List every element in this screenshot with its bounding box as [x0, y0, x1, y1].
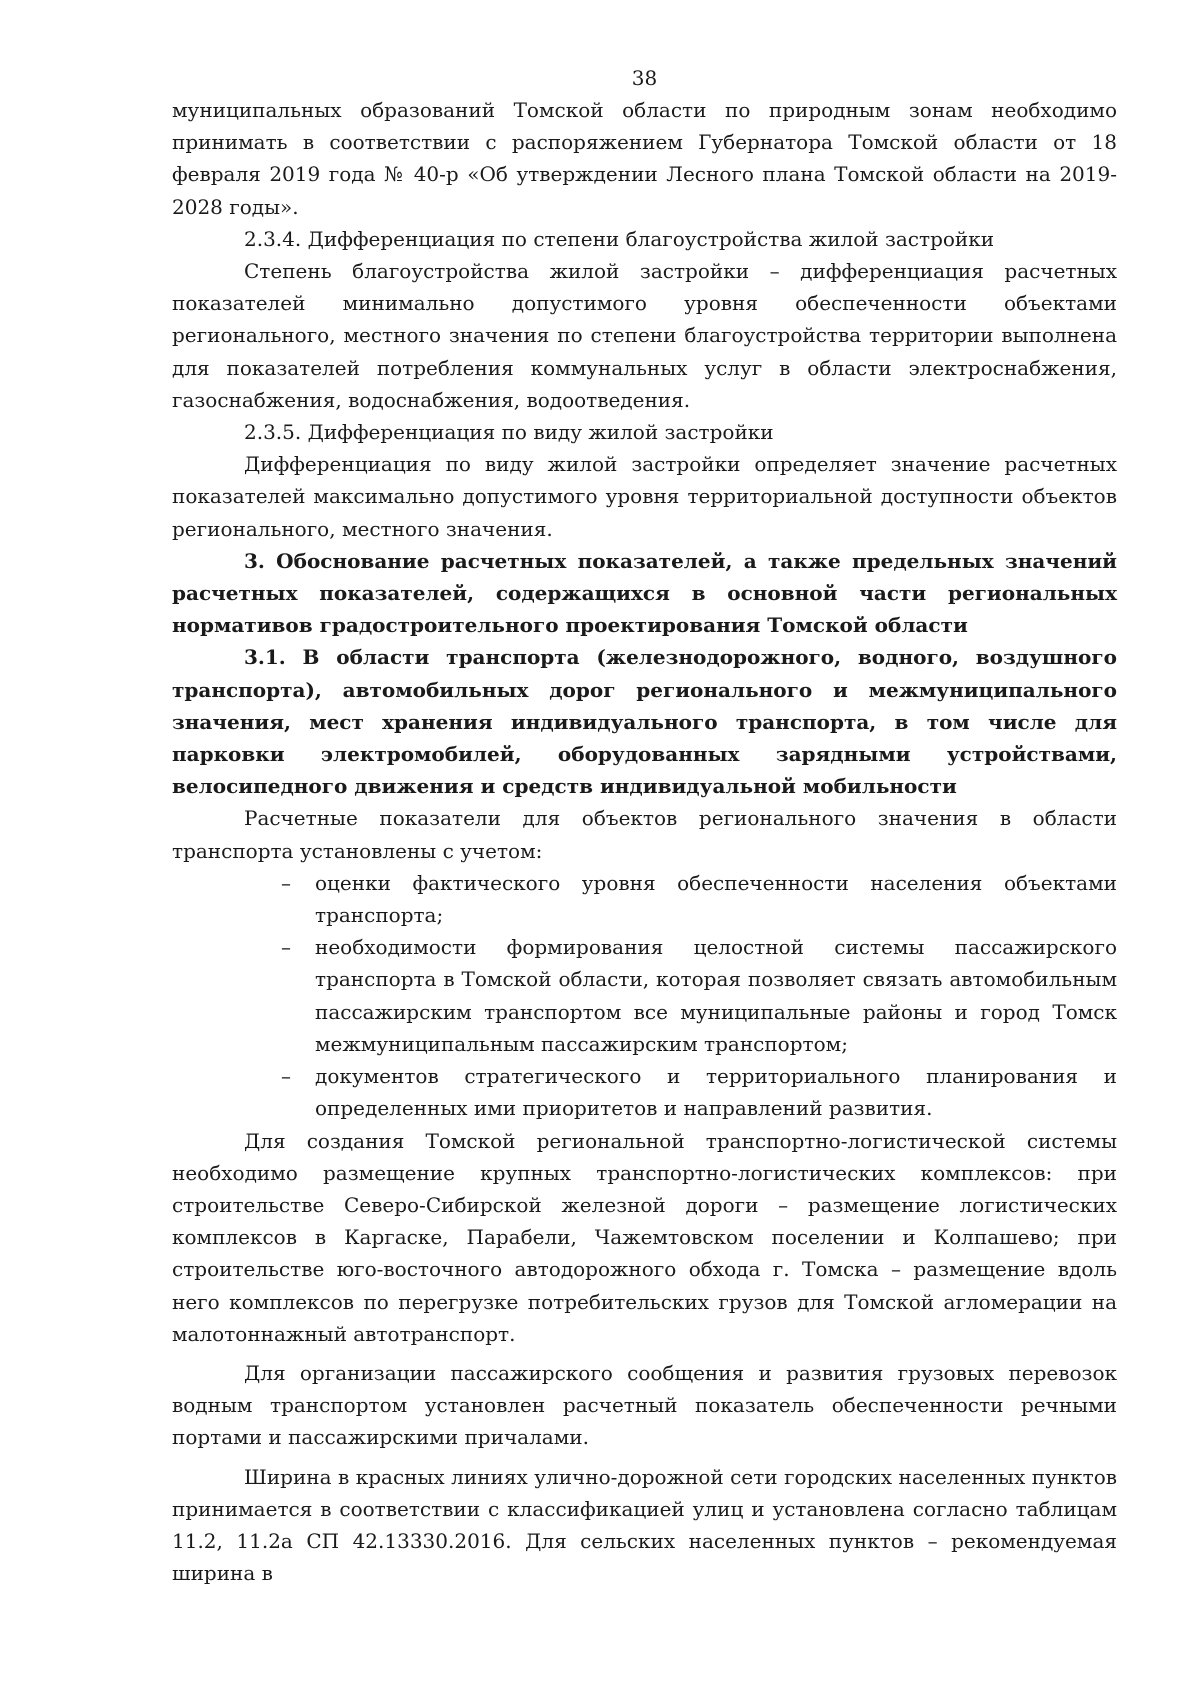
list-item-text: необходимости формирования целостной системы пассажирского транспорта в Томской области, которая позволяет связать автомобильным пассажирским транспортом все муниципальные районы и город Томск межмуниципальным пассажирским транспортом;: [315, 935, 1117, 1056]
paragraph-improvement-degree: Степень благоустройства жилой застройки – дифференциация расчетных показателей минимально допустимого уровня обеспеченности объектами регионального, местного значения по степени благоустройства территории выполнена для показателей потребления коммунальных услуг в области электроснабжения, газоснабжения, водоснабжения, водоотведения.: [172, 259, 1117, 412]
list-item: [172, 931, 1117, 1060]
list-item: [172, 1060, 1117, 1124]
list-dash: –: [281, 935, 291, 960]
page-number: 38: [631, 66, 658, 90]
paragraph-spacer: [172, 1454, 1117, 1461]
paragraph-building-type: Дифференциация по виду жилой застройки определяет значение расчетных показателей максимально допустимого уровня территориальной доступности объектов регионального, местного значения.: [172, 452, 1117, 541]
paragraph-water-transport: Для организации пассажирского сообщения и развития грузовых перевозок водным транспортом установлен расчетный показатель обеспеченности речными портами и пассажирскими причалами.: [172, 1360, 1117, 1450]
document-page: [172, 64, 1117, 1589]
list-dash: –: [281, 870, 291, 895]
paragraph-logistics-system: Для создания Томской региональной транспортно-логистической системы необходимо размещение крупных транспортно-логистических комплексов: при строительстве Северо-Сибирской железной дороги – размещение логистических комплексов в Каргаске, Парабели, Чажемтовском поселении и Колпашево; при строительстве юго-восточного автодорожного обхода г. Томска – размещение вдоль него комплексов по перегрузке потребительских грузов для Томской агломерации на малотоннажный автотранспорт.: [172, 1128, 1117, 1346]
subsection-heading-2-3-5: 2.3.5. Дифференциация по виду жилой застройки: [244, 420, 774, 445]
paragraph-forest-plan: муниципальных образований Томской области по природным зонам необходимо принимать в соответствии с распоряжением Губернатора Томской области от 18 февраля 2019 года № 40-р «Об утверждении Лесного плана Томской области на 2019-2028 годы».: [172, 98, 1117, 219]
list-item: [172, 867, 1117, 931]
list-item-text: оценки фактического уровня обеспеченности населения объектами транспорта;: [315, 870, 1117, 928]
considerations-list: [172, 867, 1117, 1125]
subsection-heading-2-3-4: 2.3.4. Дифференциация по степени благоустройства жилой застройки: [244, 226, 995, 251]
section-heading-3-1: 3.1. В области транспорта (железнодорожного, водного, воздушного транспорта), автомобильных дорог регионального и межмуниципального значения, мест хранения индивидуального транспорта, в том числе для парковки электромобилей, оборудованных зарядными устройствами, велосипедного движения и средств индивидуальной мобильности: [172, 645, 1117, 799]
paragraph-street-width: Ширина в красных линиях улично-дорожной сети городских населенных пунктов принимается в соответствии с классификацией улиц и установлена согласно таблицам 11.2, 11.2а СП 42.13330.2016. Для сельских населенных пунктов – рекомендуемая ширина в: [172, 1464, 1117, 1586]
list-item-text: документов стратегического и территориального планирования и определенных ими приоритетов и направлений развития.: [315, 1064, 1117, 1121]
section-heading-3: 3. Обоснование расчетных показателей, а также предельных значений расчетных показателей, содержащихся в основной части региональных нормативов градостроительного проектирования Томской области: [172, 548, 1117, 638]
paragraph-spacer: [172, 1350, 1117, 1357]
paragraph-indicators-intro: Расчетные показатели для объектов регионального значения в области транспорта установлены с учетом:: [172, 806, 1117, 863]
list-dash: –: [281, 1064, 291, 1089]
